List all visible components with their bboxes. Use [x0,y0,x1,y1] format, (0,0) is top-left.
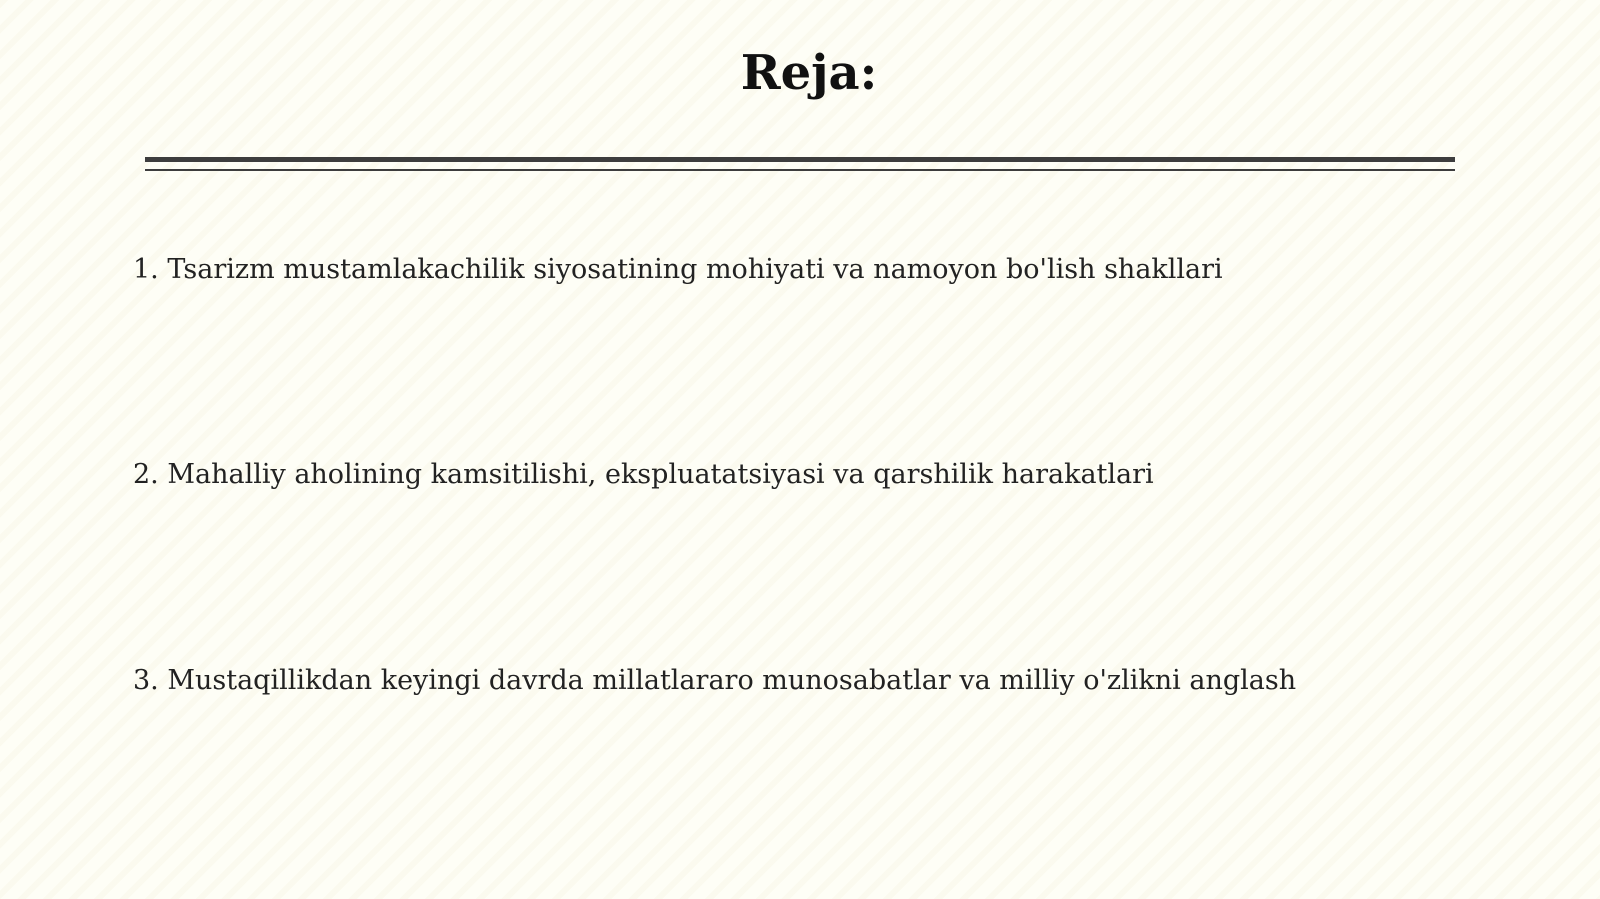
plan-item-3: 3. Mustaqillikdan keyingi davrda millatlararo munosabatlar va milliy o'zlikni anglash [133,665,1297,696]
plan-item-2: 2. Mahalliy aholining kamsitilishi, ekspluatatsiyasi va qarshilik harakatlari [133,459,1154,490]
plan-item-1: 1. Tsarizm mustamlakachilik siyosatining mohiyati va namoyon bo'lish shakllari [133,254,1223,285]
title-divider-thin [145,169,1455,171]
title-divider-thick [145,157,1455,162]
slide-title: Reja: [740,45,878,101]
